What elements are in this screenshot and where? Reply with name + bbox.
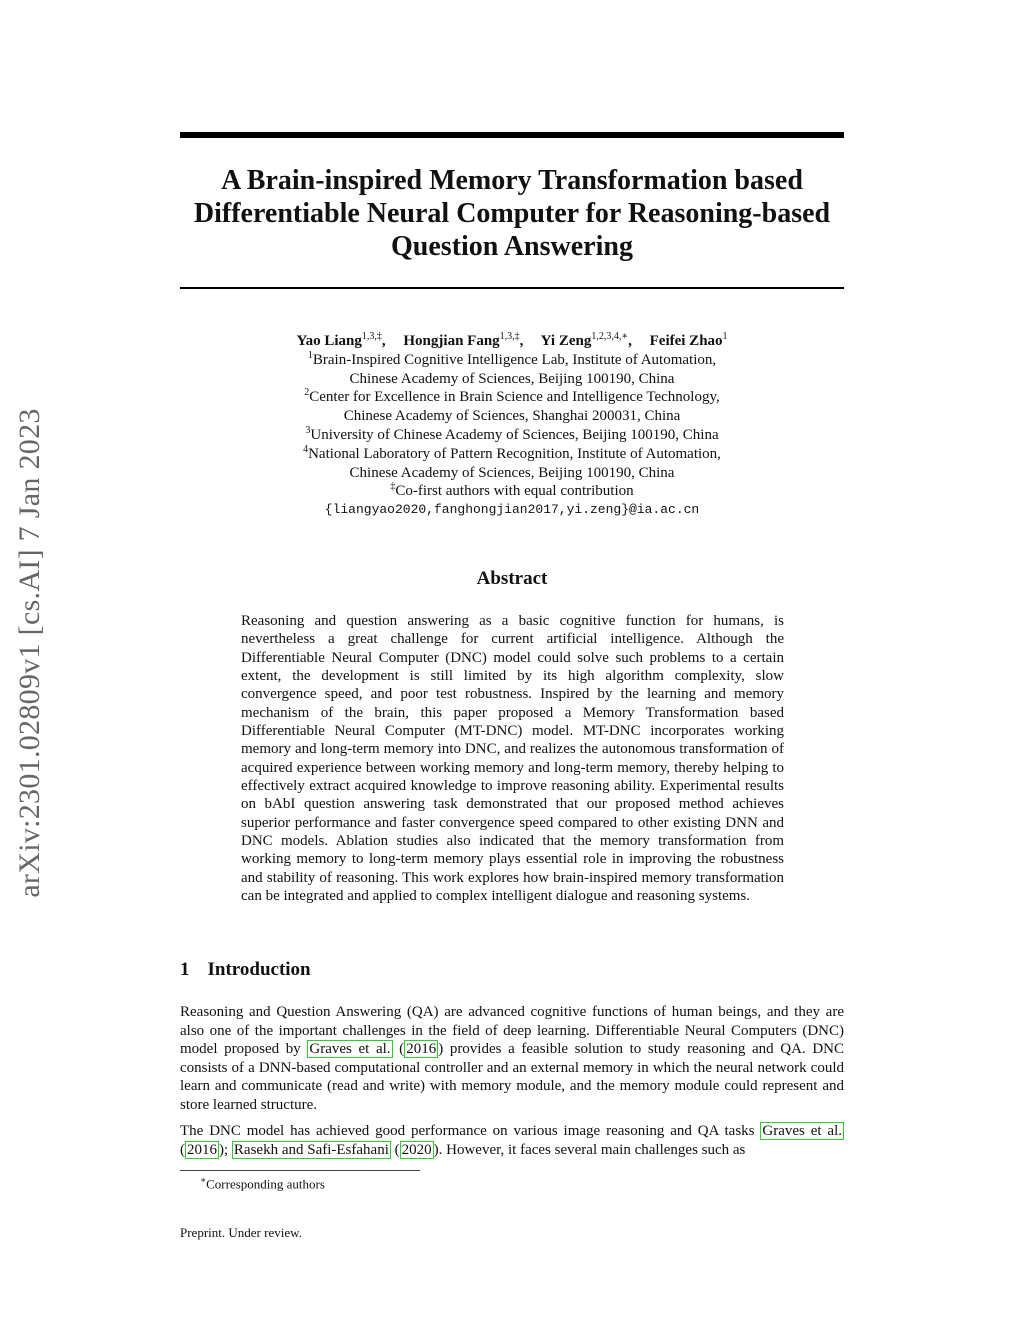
author-names: Yao Liang$^{1,3,\ddagger}$, Hongjian Fang$^{1,3,\ddagger}$, Yi Zeng$^{1,2,3,4,∗}$, Feifei Zhao$^1$: [296, 331, 728, 349]
abstract-heading: Abstract: [476, 568, 548, 589]
citation-link[interactable]: Rasekh and Safi-Esfahani: [233, 1141, 389, 1158]
arxiv-sidebar-stamp: [4, 378, 56, 928]
section-heading: [180, 959, 311, 981]
citation-link[interactable]: 2016: [406, 1041, 437, 1058]
affiliation: $^3$University of Chinese Academy of Sciences, Beijing 100190, China: [305, 424, 719, 443]
section-number: 1: [180, 959, 190, 980]
citation-link[interactable]: 2020: [401, 1141, 432, 1158]
cofirst-note: ‡Co-first authors with equal contribution: [390, 481, 634, 500]
affiliation-line2: Chinese Academy of Sciences, Beijing 100190, China: [349, 464, 675, 481]
affiliation: $^1$Brain-Inspired Cognitive Intelligence Lab, Institute of Automation,: [307, 349, 717, 368]
affiliation: $^4$National Laboratory of Pattern Recognition, Institute of Automation,: [303, 443, 721, 462]
citation-link[interactable]: 2016: [187, 1141, 217, 1158]
affiliation-line2: Chinese Academy of Sciences, Beijing 100190, China: [349, 370, 675, 387]
title-bottom-rule: [180, 287, 844, 289]
footnote: ∗Corresponding authors: [200, 1175, 325, 1192]
author-block: [180, 332, 844, 520]
paper-title: A Brain-inspired Memory Transformation based Differentiable Neural Computer for Reasoning-based Question Answering: [193, 165, 831, 262]
author-emails: {liangyao2020,fanghongjian2017,yi.zeng}@ia.ac.cn: [324, 502, 700, 518]
author-name: Yao Liang$^{1,3,\ddagger}$: [296, 331, 382, 349]
section-title: Introduction: [207, 959, 311, 980]
author-name: Hongjian Fang$^{1,3,\ddagger}$: [403, 331, 520, 349]
intro-paragraph-1: Reasoning and Question Answering (QA) are advanced cognitive functions of human beings, and they are also one of the important challenges in the field of deep learning. Differentiable Neural Computers (DNC) model proposed by Graves et al. ( 2016 ) provides a feasible solution to study reasoning and QA. DNC consists of a DNN-based computational controller and an external memory in which the neural network could learn and communicate (read and write) with memory module, and the memory module could represent and store learned structure.: [180, 1004, 845, 1113]
abstract-text: Reasoning and question answering as a basic cognitive function for humans, is nevertheless a great challenge for current artificial intelligence. Although the Differentiable Neural Computer (DNC) model could solve such problems to a certain extent, the development is still limited by its high algorithm complexity, slow convergence speed, and poor test robustness. Inspired by the learning and memory mechanism of the brain, this paper proposed a Memory Transformation based Differentiable Neural Computer (MT-DNC) model. MT-DNC incorporates working memory and long-term memory into DNC, and realizes the autonomous transformation of acquired experience between working memory and long-term memory, thereby helping to effectively extract acquired knowledge to improve reasoning ability. Experimental results on bAbI question answering task demonstrated that our proposed method achieves superior performance and faster convergence speed compared to other existing DNN and DNC models. Ablation studies also indicated that the memory transformation from working memory to long-term memory plays essential role in improving the robustness and stability of reasoning. This work explores how brain-inspired memory transformation can be integrated and applied to complex intelligent dialogue and reasoning systems.: [241, 613, 784, 905]
citation-link[interactable]: Graves et al.: [309, 1041, 391, 1058]
title-top-rule: [180, 132, 844, 138]
intro-paragraph-2: The DNC model has achieved good performance on various image reasoning and QA tasks Graves et al. ( 2016 ); Rasekh and Safi-Esfahani ( 2020 ). However, it faces several main challenges such as: [180, 1123, 842, 1158]
affiliation-line2: Chinese Academy of Sciences, Shanghai 200031, China: [343, 408, 681, 425]
author-name: Yi Zeng$^{1,2,3,4,∗}$: [540, 331, 629, 349]
preprint-notice: Preprint. Under review.: [180, 1225, 302, 1240]
author-name: Feifei Zhao$^1$: [649, 331, 728, 349]
affiliation: $^2$Center for Excellence in Brain Science and Intelligence Technology,: [304, 387, 720, 406]
footnote-rule: [180, 1170, 420, 1171]
arxiv-identifier: arXiv:2301.02809v1 [cs.AI] 7 Jan 2023: [13, 408, 46, 898]
citation-link[interactable]: Graves et al.: [762, 1123, 842, 1139]
